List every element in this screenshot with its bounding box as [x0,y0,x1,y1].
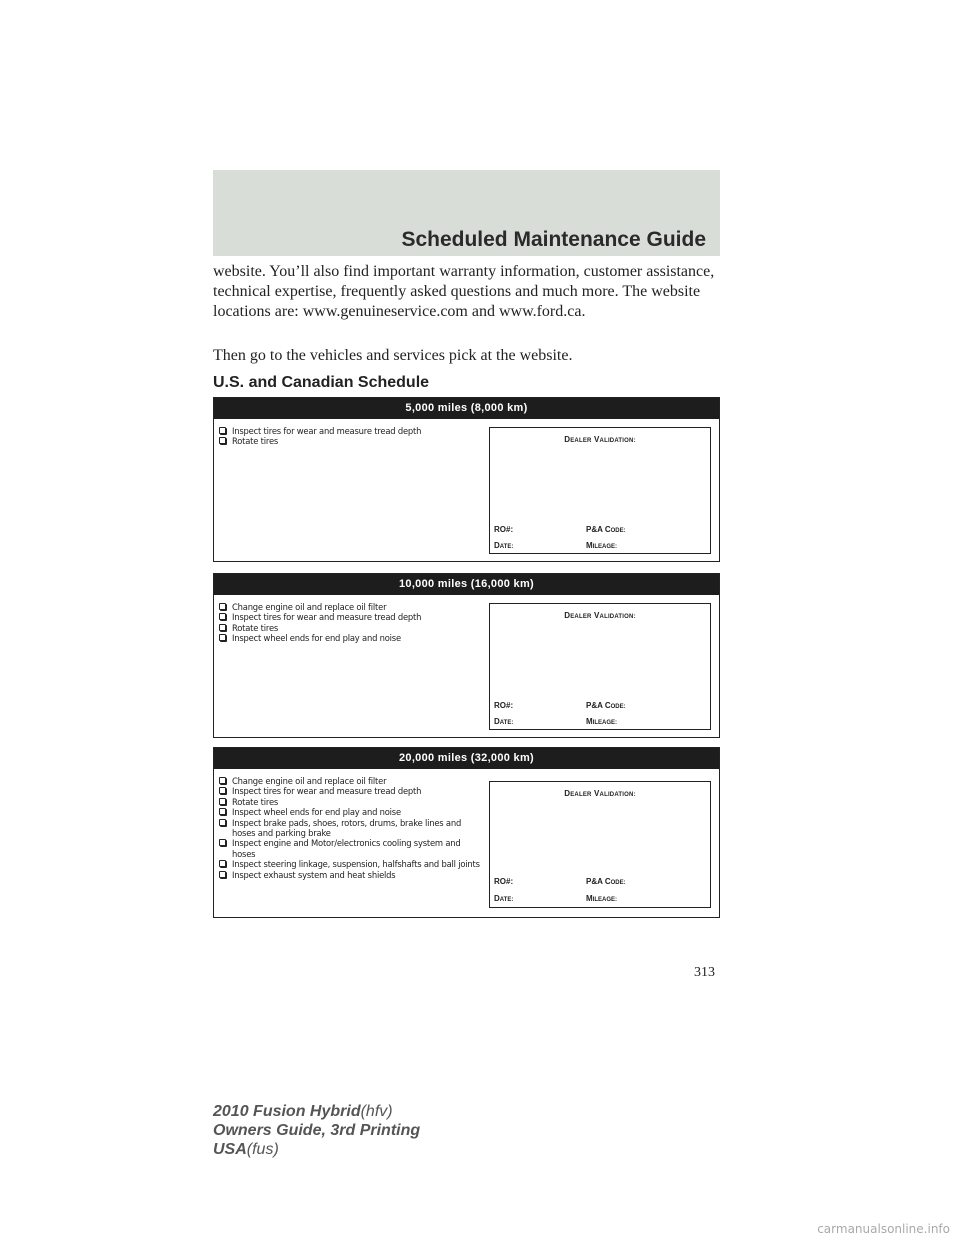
intro-paragraph: website. You’ll also find important warranty information, customer assistance, technical expertise, frequently asked questions and much more. The website locations are: www.genuineservice.com and www.ford.ca. [213,263,715,320]
task-item: Rotate tires [219,797,481,807]
page-number: 313 [694,965,715,980]
watermark: carmanualsonline.info [817,1222,950,1236]
date-mileage-row: DATE: MILEAGE: [494,717,618,726]
schedule-block-20000 [213,747,720,918]
task-item: Inspect engine and Motor/electronics cooling system and hoses [219,838,481,859]
checkbox-icon[interactable] [219,798,226,805]
checkbox-icon[interactable] [219,787,226,794]
task-item: Rotate tires [219,623,489,633]
dealer-validation-title: DEALER VALIDATION: [564,611,636,620]
schedule-heading: 20,000 miles (32,000 km) [214,748,719,769]
schedule-heading: 5,000 miles (8,000 km) [214,398,719,419]
ro-pa-row: RO#: P&A CODE: [494,701,626,710]
checkbox-icon[interactable] [219,437,226,444]
task-item: Rotate tires [219,436,489,446]
schedule-heading: 10,000 miles (16,000 km) [214,574,719,595]
checkbox-icon[interactable] [219,839,226,846]
task-item: Change engine oil and replace oil filter [219,602,489,612]
task-item: Change engine oil and replace oil filter [219,776,481,786]
schedule-section-title: U.S. and Canadian Schedule [213,374,430,391]
task-item: Inspect tires for wear and measure tread depth [219,786,481,796]
checkbox-icon[interactable] [219,624,226,631]
task-item: Inspect tires for wear and measure tread depth [219,612,489,622]
task-list [219,602,489,644]
checkbox-icon[interactable] [219,634,226,641]
page-section-title: Scheduled Maintenance Guide [401,228,706,251]
footer-line-1: 2010 Fusion Hybrid(hfv) [213,1103,393,1120]
checkbox-icon[interactable] [219,860,226,867]
checkbox-icon[interactable] [219,777,226,784]
footer-line-3: USA(fus) [213,1141,279,1158]
task-item: Inspect tires for wear and measure tread depth [219,426,489,436]
task-item: Inspect steering linkage, suspension, halfshafts and ball joints [219,859,481,869]
section-header-band [213,170,720,256]
task-item: Inspect wheel ends for end play and noise [219,807,481,817]
checkbox-icon[interactable] [219,603,226,610]
dealer-validation-title: DEALER VALIDATION: [564,789,636,798]
footer-line-2: Owners Guide, 3rd Printing [213,1122,421,1139]
document-footer [213,1102,420,1159]
ro-pa-row: RO#: P&A CODE: [494,525,626,534]
dealer-validation-box [489,603,711,730]
task-item: Inspect brake pads, shoes, rotors, drums, brake lines and hoses and parking brake [219,818,481,839]
checkbox-icon[interactable] [219,808,226,815]
dealer-validation-box [489,781,711,908]
task-item: Inspect exhaust system and heat shields [219,870,481,880]
dealer-validation-box [489,427,711,554]
ro-pa-row: RO#: P&A CODE: [494,877,626,886]
checkbox-icon[interactable] [219,871,226,878]
schedule-block-10000 [213,573,720,738]
task-item: Inspect wheel ends for end play and noise [219,633,489,643]
task-list [219,426,489,447]
date-mileage-row: DATE: MILEAGE: [494,894,618,903]
instruction-paragraph: Then go to the vehicles and services pick at the website. [213,347,573,364]
checkbox-icon[interactable] [219,427,226,434]
schedule-block-5000 [213,397,720,562]
checkbox-icon[interactable] [219,613,226,620]
task-list [219,776,481,880]
date-mileage-row: DATE: MILEAGE: [494,541,618,550]
dealer-validation-title: DEALER VALIDATION: [564,435,636,444]
checkbox-icon[interactable] [219,819,226,826]
